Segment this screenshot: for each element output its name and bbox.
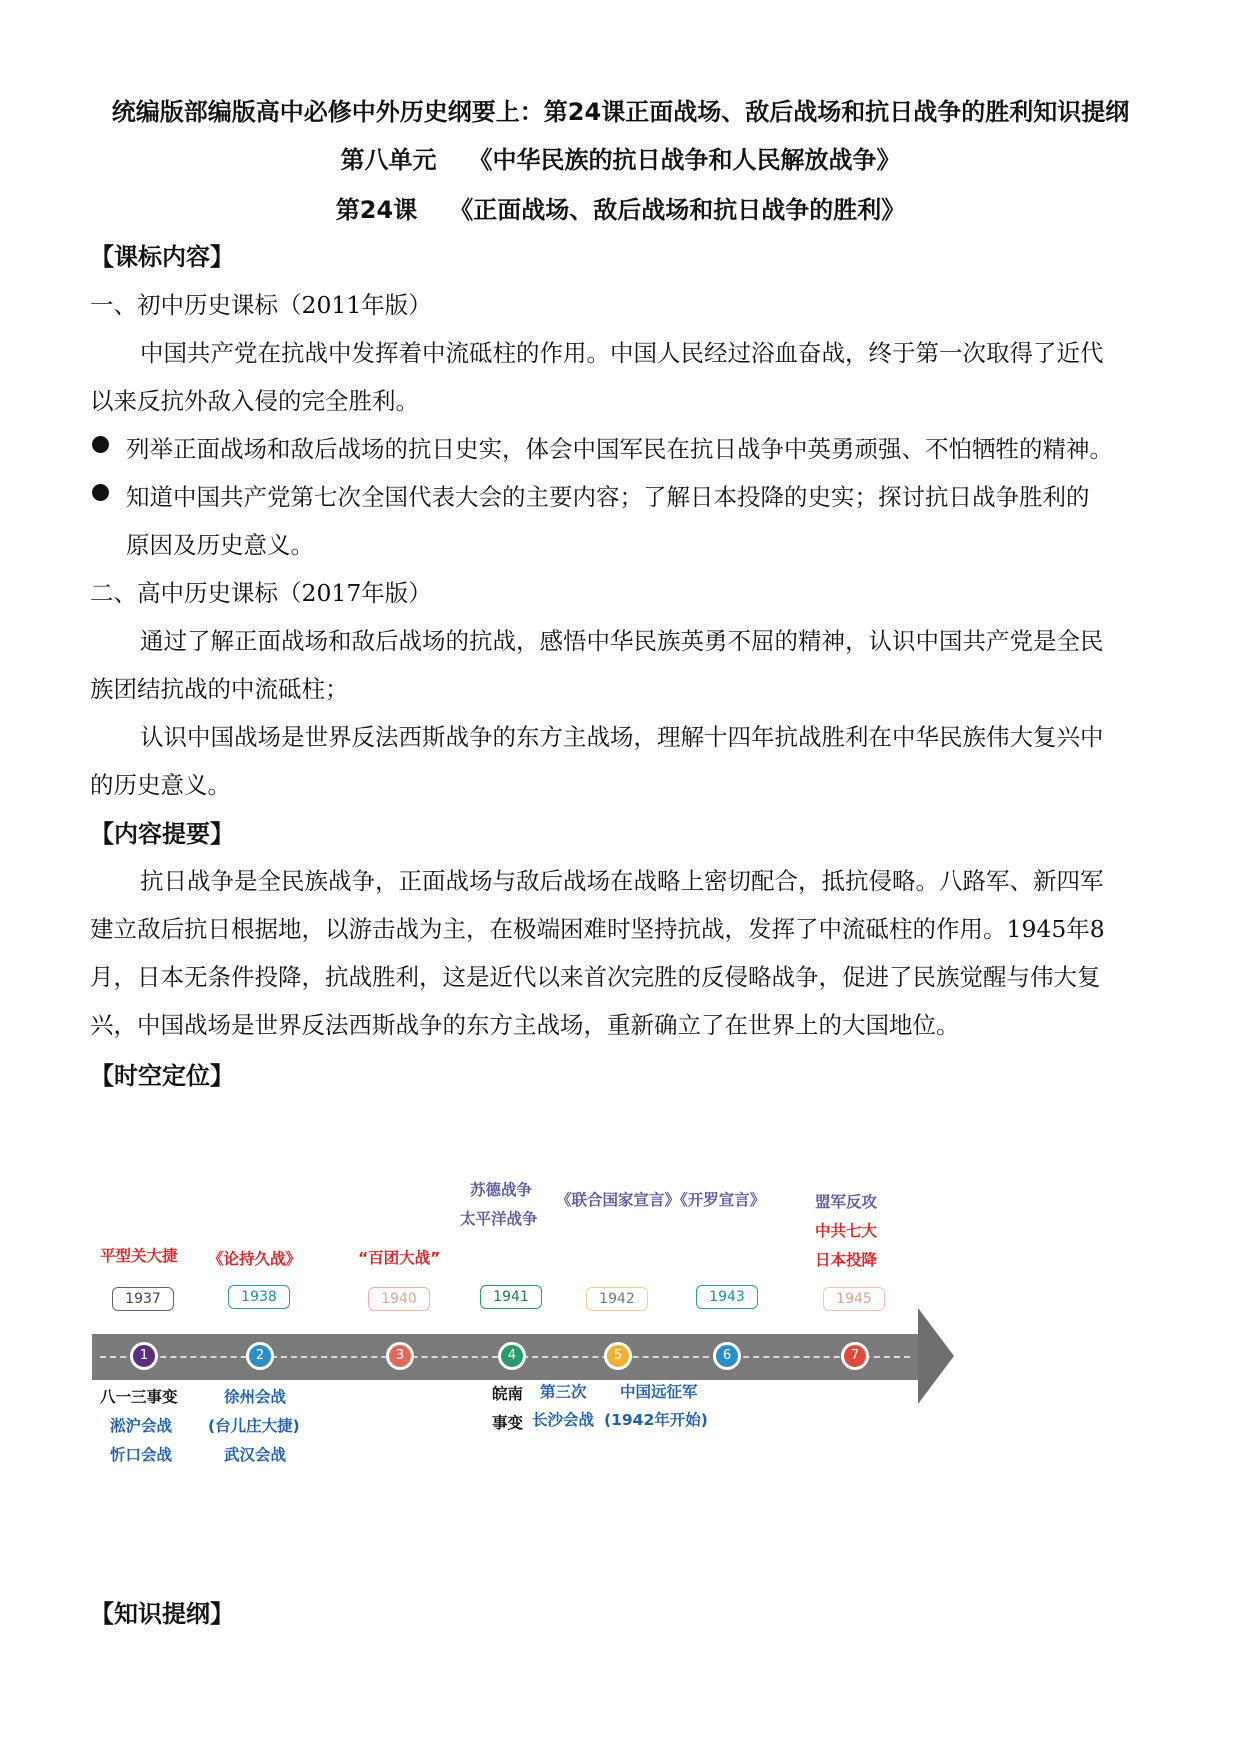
- event-label-soviet-german-war: 苏德战争: [470, 1181, 533, 1199]
- junior-paragraph-line-2: 以来反抗外敌入侵的完全胜利。: [90, 387, 419, 415]
- timeline-year-4: 1941: [480, 1285, 542, 1309]
- lesson-number: 第24课: [335, 196, 418, 224]
- event-label-expeditionary-start: (1942年开始): [604, 1411, 708, 1429]
- event-label-japan-surrender: 日本投降: [815, 1251, 878, 1269]
- bullet-item-1: 列举正面战场和敌后战场的抗日史实，体会中国军民在抗日战争中英勇顽强、不怕牺牲的精神。: [126, 435, 1113, 463]
- event-label-taierzhuang: (台儿庄大捷): [208, 1417, 300, 1435]
- document-title: 统编版部编版高中必修中外历史纲要上：第24课正面战场、敌后战场和抗日战争的胜利知识提纲: [111, 98, 1130, 126]
- timeline-year-7: 1945: [823, 1287, 885, 1311]
- event-label-xinkou-battle: 忻口会战: [110, 1446, 173, 1464]
- senior-paragraph-2-line-2: 的历史意义。: [90, 771, 231, 799]
- event-label-songhu-battle: 淞沪会战: [110, 1417, 173, 1435]
- timeline-node-2: 2: [246, 1342, 274, 1370]
- junior-standard-heading: 一、初中历史课标（2011年版）: [90, 291, 432, 319]
- junior-paragraph-line-1: 中国共产党在抗战中发挥着中流砥柱的作用。中国人民经过浴血奋战，终于第一次取得了近代: [140, 339, 1104, 367]
- summary-line-3: 月，日本无条件投降，抗战胜利，这是近代以来首次完胜的反侵略战争，促进了民族觉醒与伟大复: [90, 963, 1101, 991]
- timeline-node-3: 3: [386, 1342, 414, 1370]
- event-label-wannan-1: 皖南: [492, 1385, 524, 1403]
- event-label-pingxingguan: 平型关大捷: [100, 1247, 178, 1265]
- unit-number: 第八单元: [340, 146, 437, 174]
- event-label-declarations: 《联合国家宣言》《开罗宣言》: [556, 1191, 766, 1209]
- senior-standard-heading: 二、高中历史课标（2017年版）: [90, 579, 432, 607]
- event-label-pacific-war: 太平洋战争: [460, 1210, 538, 1228]
- summary-line-2: 建立敌后抗日根据地，以游击战为主，在极端困难时坚持抗战，发挥了中流砥柱的作用。1945年8: [90, 915, 1105, 943]
- timeline-year-3: 1940: [368, 1287, 430, 1311]
- senior-paragraph-2-line-1: 认识中国战场是世界反法西斯战争的东方主战场，理解十四年抗战胜利在中华民族伟大复兴中: [140, 723, 1104, 751]
- event-label-seventh-congress: 中共七大: [815, 1222, 878, 1240]
- timeline-year-1: 1937: [112, 1287, 174, 1311]
- unit-title: [0, 140, 1241, 175]
- event-label-on-protracted-war: 《论持久战》: [208, 1250, 302, 1268]
- senior-paragraph-1-line-1: 通过了解正面战场和敌后战场的抗战，感悟中华民族英勇不屈的精神，认识中国共产党是全民: [140, 627, 1104, 655]
- lesson-title: [0, 190, 1241, 225]
- event-label-wannan-2: 事变: [492, 1414, 524, 1432]
- event-label-expeditionary-force: 中国远征军: [620, 1383, 698, 1401]
- bullet-item-2-line-2: 原因及历史意义。: [126, 531, 314, 559]
- bullet-item-2-line-1: 知道中国共产党第七次全国代表大会的主要内容；了解日本投降的史实；探讨抗日战争胜利的: [126, 483, 1090, 511]
- bullet-dot: [92, 436, 109, 453]
- timeline-node-7: 7: [841, 1342, 869, 1370]
- bullet-dot: [92, 484, 109, 501]
- outline-heading: 【知识提纲】: [90, 1600, 234, 1628]
- timeline-year-5: 1942: [586, 1287, 648, 1311]
- event-label-third-changsha-1: 第三次: [540, 1383, 587, 1401]
- timeline-node-6: 6: [713, 1342, 741, 1370]
- event-label-third-changsha-2: 长沙会战: [532, 1411, 595, 1429]
- timeline-node-4: 4: [498, 1342, 526, 1370]
- timeline-heading: 【时空定位】: [90, 1062, 234, 1090]
- summary-line-4: 兴，中国战场是世界反法西斯战争的东方主战场，重新确立了在世界上的大国地位。: [90, 1011, 960, 1039]
- summary-heading: 【内容提要】: [90, 820, 234, 848]
- event-label-hundred-regiments: “百团大战”: [358, 1249, 441, 1267]
- lesson-name: 《正面战场、敌后战场和抗日战争的胜利》: [449, 196, 906, 224]
- event-label-aug13-incident: 八一三事变: [100, 1388, 178, 1406]
- summary-line-1: 抗日战争是全民族战争，正面战场与敌后战场在战略上密切配合，抵抗侵略。八路军、新四军: [140, 867, 1104, 895]
- standards-heading: 【课标内容】: [90, 243, 234, 271]
- timeline-arrow-head: [918, 1308, 954, 1404]
- unit-name: 《中华民族的抗日战争和人民解放战争》: [468, 146, 901, 174]
- timeline-year-6: 1943: [696, 1285, 758, 1309]
- timeline-year-2: 1938: [228, 1285, 290, 1309]
- event-label-xuzhou-battle: 徐州会战: [224, 1388, 287, 1406]
- timeline-node-1: 1: [130, 1342, 158, 1370]
- event-label-allied-counteroffensive: 盟军反攻: [815, 1193, 878, 1211]
- senior-paragraph-1-line-2: 族团结抗战的中流砥柱；: [90, 675, 349, 703]
- event-label-wuhan-battle: 武汉会战: [224, 1446, 287, 1464]
- timeline-node-5: 5: [604, 1342, 632, 1370]
